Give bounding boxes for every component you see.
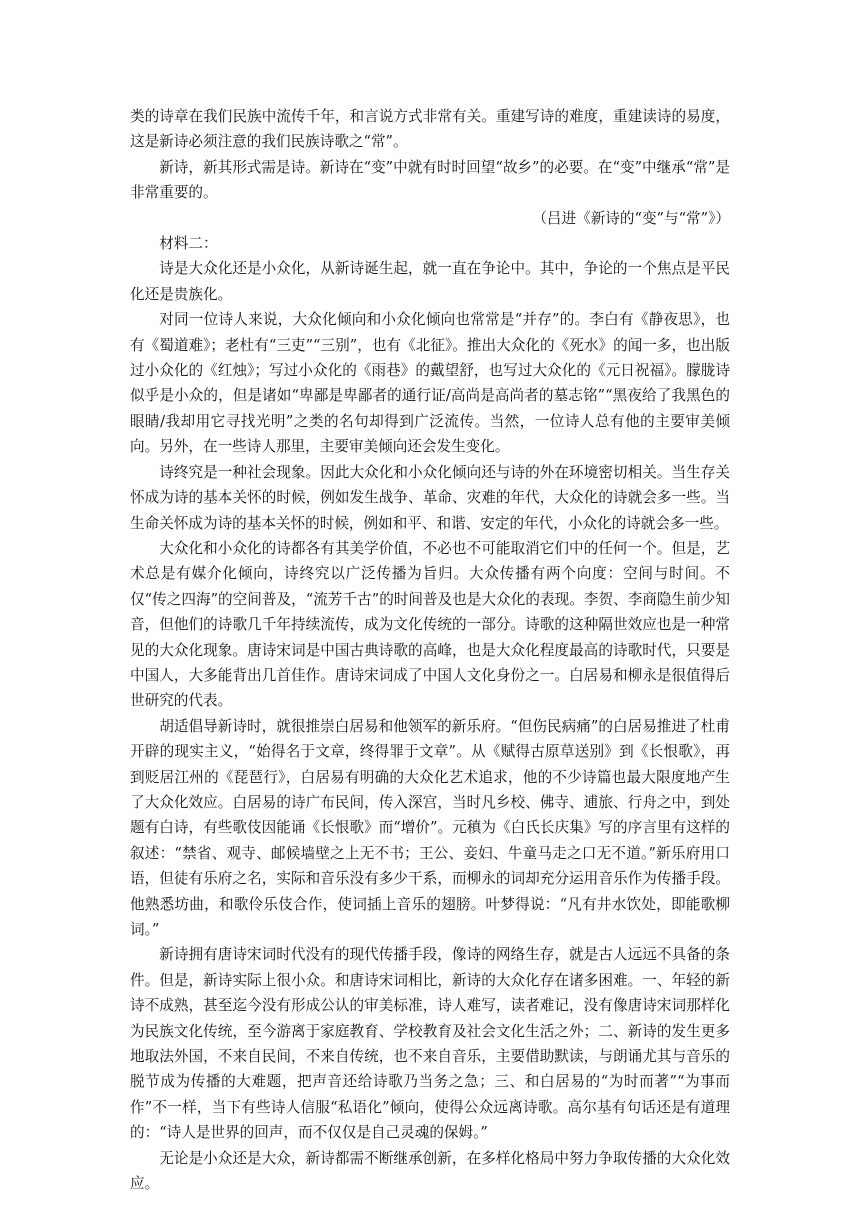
article-body [130,104,730,1196]
paragraph: 新诗，新其形式需是诗。新诗在“变”中就有时时回望“故乡”的必要。在“变”中继承“常”是非常重要的。 [130,158,730,202]
paragraph: 对同一位诗人来说，大众化倾向和小众化倾向也常常是“并存”的。李白有《静夜思》，也有《蜀道难》；老杜有“三吏”“三别”，也有《北征》。推出大众化的《死水》的闻一多，也出版过小众化的《红烛》；写过小众化的《雨巷》的戴望舒，也写过大众化的《元日祝福》。朦胧诗似乎是小众的，但是诸如“卑鄙是卑鄙者的通行证/高尚是高尚者的墓志铭”“黑夜给了我黑色的眼睛/我却用它寻找光明”之类的名句却得到广泛流传。当然，一位诗人总有他的主要审美倾向。另外，在一些诗人那里，主要审美倾向还会发生变化。 [130,311,730,456]
paragraph-continued: 类的诗章在我们民族中流传千年，和言说方式非常有关。重建写诗的难度，重建读诗的易度，这是新诗必须注意的我们民族诗歌之“常”。 [130,108,730,151]
paragraph: 大众化和小众化的诗都各有其美学价值，不必也不可能取消它们中的任何一个。但是，艺术总是有媒介化倾向，诗终究以广泛传播为旨归。大众传播有两个向度：空间与时间。不仅“传之四海”的空间普及，“流芳千古”的时间普及也是大众化的表现。李贺、李商隐生前少知音，但他们的诗歌几千年持续流传，成为文化传统的一部分。诗歌的这种隔世效应也是一种常见的大众化现象。唐诗宋词是中国古典诗歌的高峰，也是大众化程度最高的诗歌时代，只要是中国人，大多能背出几首佳作。唐诗宋词成了中国人文化身份之一。白居易和柳永是很值得后世研究的代表。 [130,539,730,710]
paragraph: 诗是大众化还是小众化，从新诗诞生起，就一直在争论中。其中，争论的一个焦点是平民化还是贵族化。 [130,260,730,303]
paragraph: 新诗拥有唐诗宋词时代没有的现代传播手段，像诗的网络生存，就是古人远远不具备的条件。但是，新诗实际上很小众。和唐诗宋词相比，新诗的大众化存在诸多困难。一、年轻的新诗不成熟，甚至迄今没有形成公认的审美标准，诗人难写，读者难记，没有像唐诗宋词那样化为民族文化传统，至今游离于家庭教育、学校教育及社会文化生活之外；二、新诗的发生更多地取法外国，不来自民间，不来自传统，也不来自音乐，主要借助默读，与朗诵尤其与音乐的脱节成为传播的大难题，把声音还给诗歌乃当务之急；三、和白居易的“为时而著”“为事而作”不一样，当下有些诗人信服“私语化”倾向，使得公众远离诗歌。高尔基有句话还是有道理的：“诗人是世界的回声，而不仅仅是自己灵魂的保姆。” [130,946,730,1142]
source-citation: （吕进《新诗的“变”与“常”》） [532,209,730,227]
paragraph: 无论是小众还是大众，新诗都需不断继承创新，在多样化格局中努力争取传播的大众化效应。 [130,1149,730,1193]
paragraph: 胡适倡导新诗时，就很推崇白居易和他领军的新乐府。“但伤民病痛”的白居易推进了杜甫开辟的现实主义，“始得名于文章，终得罪于文章”。从《赋得古原草送别》到《长恨歌》，再到贬居江州的《琵琶行》，白居易有明确的大众化艺术追求，他的不少诗篇也最大限度地产生了大众化效应。白居易的诗广布民间，传入深宫，当时凡乡校、佛寺、逋旅、行舟之中，到处题有白诗，有些歌伎因能诵《长恨歌》而“增价”。元稹为《白氏长庆集》写的序言里有这样的叙述：“禁省、观寺、邮候墙壁之上无不书；王公、妾妇、牛童马走之口无不道。”新乐府用口语，但徒有乐府之名，实际和音乐没有多少干系，而柳永的词却充分运用音乐作为传播手段。他熟悉坊曲，和歌伶乐伎合作，使词插上音乐的翅膀。叶梦得说：“凡有井水饮处，即能歌柳词。” [130,717,730,938]
material-heading: 材料二： [159,235,218,253]
paragraph: 诗终究是一种社会现象。因此大众化和小众化倾向还与诗的外在环境密切相关。当生存关怀成为诗的基本关怀的时候，例如发生战争、革命、灾难的年代，大众化的诗就会多一些。当生命关怀成为诗的基本关怀的时候，例如和平、和谐、安定的年代，小众化的诗就会多一些。 [130,463,730,532]
